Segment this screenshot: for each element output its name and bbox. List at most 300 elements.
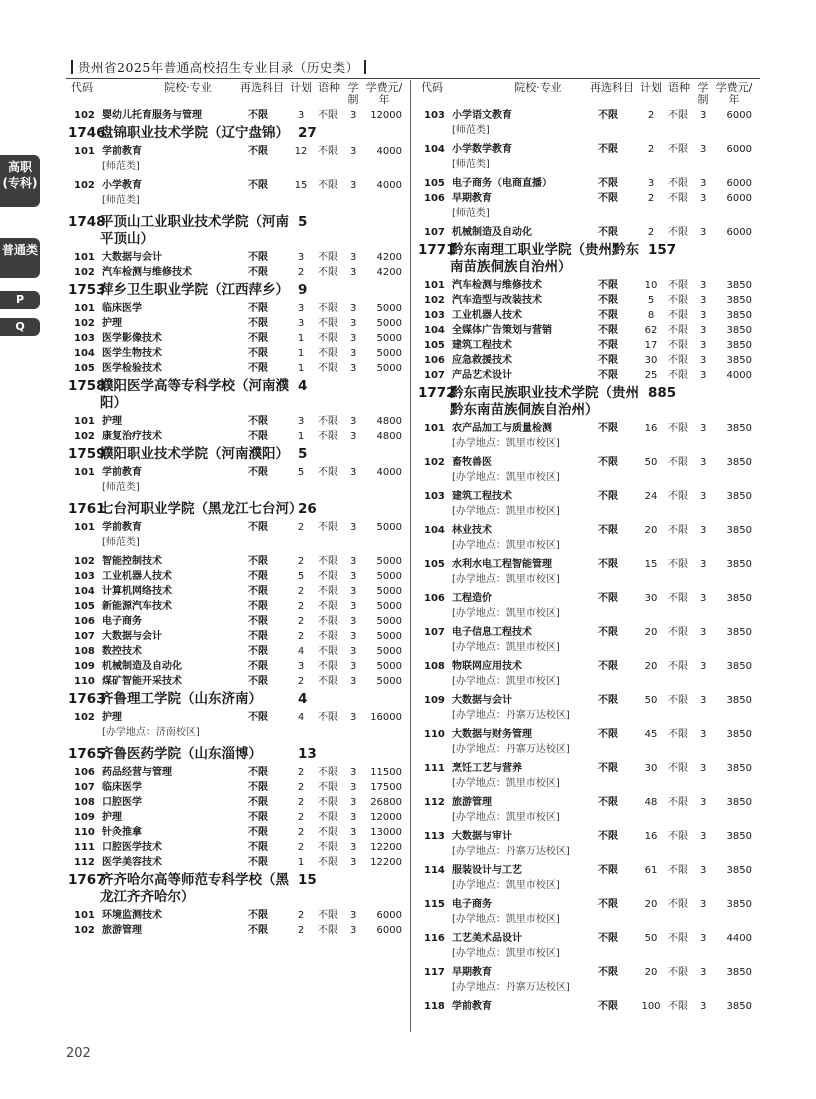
major-subj: 不限 [248,303,268,314]
major-yrs: 3 [350,303,357,314]
major-name: 计算机网络技术 [102,586,172,597]
major-subj: 不限 [248,782,268,793]
major-lang: 不限 [668,310,688,321]
major-subj: 不限 [248,842,268,853]
major-plan: 2 [297,676,305,687]
major-lang: 不限 [668,967,688,978]
major-yrs: 3 [350,431,357,442]
header-subj: 再选科目 [590,81,634,94]
right-column [418,80,752,1014]
major-row [418,353,752,368]
major-subj: 不限 [598,1001,618,1012]
major-lang: 不限 [318,661,338,672]
major-code: 101 [424,423,445,434]
major-name: 林业技术 [452,525,492,536]
major-lang: 不限 [318,857,338,868]
major-subj: 不限 [248,767,268,778]
major-name: 药品经营与管理 [102,767,172,778]
major-lang: 不限 [318,180,338,191]
major-fee: 4200 [376,267,402,278]
major-fee: 26800 [370,797,402,808]
major-plan: 20 [644,661,658,672]
major-plan: 2 [647,227,655,238]
major-fee: 12200 [370,842,402,853]
major-row [68,554,402,569]
major-name: 学前教育 [102,146,142,157]
major-code: 110 [74,827,95,838]
header-plan: 计划 [640,81,662,94]
major-row [418,293,752,308]
major-name: 针灸推拿 [102,827,142,838]
major-plan: 3 [297,318,305,329]
major-subj: 不限 [598,325,618,336]
major-row [418,308,752,323]
major-plan: 16 [644,423,658,434]
major-name: 畜牧兽医 [452,457,492,468]
major-row [68,810,402,825]
major-yrs: 3 [350,333,357,344]
major-plan: 17 [644,340,658,351]
major-note: [办学地点：凯里市校区] [452,914,560,925]
header-subj: 再选科目 [240,81,284,94]
major-subj: 不限 [598,340,618,351]
major-note: [办学地点：济南校区] [102,727,200,738]
major-subj: 不限 [248,556,268,567]
major-code: 101 [74,416,95,427]
major-subj: 不限 [248,631,268,642]
major-fee: 3850 [726,310,752,321]
major-code: 104 [74,348,95,359]
major-yrs: 3 [350,782,357,793]
major-fee: 3850 [726,729,752,740]
major-row [418,999,752,1014]
major-row [68,414,402,429]
major-name: 护理 [102,318,122,329]
major-subj: 不限 [248,110,268,121]
major-name: 建筑工程技术 [452,340,512,351]
major-fee: 3850 [726,763,752,774]
major-lang: 不限 [668,831,688,842]
major-fee: 5000 [376,571,402,582]
major-row [68,569,402,584]
school-code: 1761 [68,501,106,517]
major-subj: 不限 [598,193,618,204]
major-plan: 3 [297,110,305,121]
major-code: 108 [424,661,445,672]
major-fee: 6000 [726,178,752,189]
major-fee: 3850 [726,525,752,536]
major-lang: 不限 [318,631,338,642]
major-row [68,659,402,674]
major-yrs: 3 [700,797,707,808]
major-row [418,142,752,176]
major-fee: 5000 [376,631,402,642]
major-name: 电子商务（电商直播） [452,178,552,189]
major-subj: 不限 [248,318,268,329]
major-fee: 13000 [370,827,402,838]
school-name: 七台河职业学院（黑龙江七台河） [100,501,303,517]
major-plan: 20 [644,627,658,638]
major-yrs: 3 [700,525,707,536]
major-lang: 不限 [318,571,338,582]
major-code: 103 [424,491,445,502]
major-row [68,674,402,689]
major-yrs: 3 [350,146,357,157]
major-lang: 不限 [318,267,338,278]
major-fee: 4000 [726,370,752,381]
major-subj: 不限 [248,616,268,627]
major-yrs: 3 [350,522,357,533]
school-total: 27 [298,125,317,141]
major-code: 104 [424,144,445,155]
major-fee: 4800 [376,416,402,427]
major-fee: 6000 [726,227,752,238]
major-name: 智能控制技术 [102,556,162,567]
major-note: [办学地点：凯里市校区] [452,948,560,959]
school-name: 齐鲁理工学院（山东济南） [100,691,262,707]
major-yrs: 3 [700,491,707,502]
major-code: 109 [74,661,95,672]
major-name: 环境监测技术 [102,910,162,921]
major-yrs: 3 [350,586,357,597]
major-fee: 3850 [726,457,752,468]
major-yrs: 3 [350,467,357,478]
major-code: 101 [74,522,95,533]
major-yrs: 3 [700,280,707,291]
major-note: [办学地点：丹寨万达校区] [452,744,570,755]
major-subj: 不限 [598,967,618,978]
major-name: 大数据与会计 [452,695,512,706]
major-fee: 4400 [726,933,752,944]
major-row [68,614,402,629]
major-fee: 4000 [376,180,402,191]
major-code: 105 [74,601,95,612]
major-row [418,176,752,191]
major-fee: 3850 [726,1001,752,1012]
major-plan: 25 [644,370,658,381]
major-plan: 10 [644,280,658,291]
major-fee: 5000 [376,303,402,314]
major-row [418,795,752,829]
major-code: 105 [424,340,445,351]
major-fee: 6000 [726,144,752,155]
major-fee: 3850 [726,865,752,876]
major-subj: 不限 [598,423,618,434]
major-plan: 1 [297,431,305,442]
major-code: 102 [74,712,95,723]
major-plan: 2 [297,556,305,567]
major-name: 煤矿智能开采技术 [102,676,182,687]
header-name: 院校·专业 [164,81,212,94]
major-name: 电子信息工程技术 [452,627,532,638]
major-yrs: 3 [700,559,707,570]
major-fee: 3850 [726,559,752,570]
major-yrs: 3 [700,899,707,910]
school-name: 濮阳职业技术学院（河南濮阳） [100,446,289,462]
major-plan: 15 [644,559,658,570]
major-code: 101 [74,252,95,263]
major-yrs: 3 [350,267,357,278]
school-name: 濮阳医学高等专科学校（河南濮阳） [100,378,289,411]
major-lang: 不限 [318,616,338,627]
major-subj: 不限 [248,267,268,278]
major-note: [办学地点：凯里市校区] [452,676,560,687]
major-row [68,825,402,840]
major-plan: 2 [297,601,305,612]
major-yrs: 3 [700,627,707,638]
major-lang: 不限 [668,144,688,155]
major-lang: 不限 [668,695,688,706]
major-code: 102 [74,925,95,936]
major-lang: 不限 [318,586,338,597]
column-header [68,80,402,108]
school-row [68,870,402,908]
major-subj: 不限 [248,601,268,612]
major-code: 101 [74,303,95,314]
major-plan: 5 [297,571,305,582]
school-total: 4 [298,378,308,394]
header-yrs: 学制 [697,81,709,106]
major-fee: 3850 [726,491,752,502]
major-code: 107 [424,370,445,381]
major-fee: 12000 [370,812,402,823]
school-total: 5 [298,214,308,230]
major-yrs: 3 [700,763,707,774]
major-row [418,523,752,557]
major-row [418,897,752,931]
major-code: 102 [424,295,445,306]
major-row [68,108,402,123]
major-fee: 16000 [370,712,402,723]
major-subj: 不限 [598,933,618,944]
school-name: 黔东南理工职业学院（贵州黔东南苗族侗族自治州） [450,242,639,275]
major-name: 服装设计与工艺 [452,865,522,876]
school-row [68,212,402,250]
major-yrs: 3 [350,318,357,329]
school-code: 1746 [68,125,106,141]
major-subj: 不限 [598,729,618,740]
major-yrs: 3 [350,857,357,868]
major-code: 115 [424,899,445,910]
major-subj: 不限 [598,491,618,502]
major-yrs: 3 [700,144,707,155]
major-subj: 不限 [248,712,268,723]
major-note: [师范类] [102,482,140,493]
major-note: [师范类] [452,159,490,170]
major-lang: 不限 [668,865,688,876]
major-subj: 不限 [248,646,268,657]
major-yrs: 3 [700,729,707,740]
header-yrs: 学制 [347,81,359,106]
school-total: 157 [648,242,677,258]
major-yrs: 3 [350,348,357,359]
side-tab-putonglei: 普通类 [0,238,40,278]
major-row [418,727,752,761]
major-fee: 3850 [726,899,752,910]
major-lang: 不限 [318,827,338,838]
major-lang: 不限 [668,193,688,204]
major-code: 102 [74,180,95,191]
major-name: 烹饪工艺与营养 [452,763,522,774]
major-yrs: 3 [350,571,357,582]
major-subj: 不限 [248,363,268,374]
major-lang: 不限 [668,525,688,536]
major-fee: 3850 [726,797,752,808]
major-yrs: 3 [700,865,707,876]
major-plan: 61 [644,865,658,876]
major-fee: 12000 [370,110,402,121]
major-fee: 3850 [726,695,752,706]
major-yrs: 3 [700,967,707,978]
major-yrs: 3 [350,601,357,612]
major-name: 工业机器人技术 [102,571,172,582]
major-name: 数控技术 [102,646,142,657]
major-plan: 2 [297,827,305,838]
major-subj: 不限 [248,910,268,921]
major-name: 全媒体广告策划与营销 [452,325,552,336]
major-note: [办学地点：凯里市校区] [452,880,560,891]
major-row [68,629,402,644]
major-lang: 不限 [668,933,688,944]
major-code: 102 [74,110,95,121]
major-subj: 不限 [598,178,618,189]
major-plan: 1 [297,857,305,868]
major-fee: 6000 [726,110,752,121]
major-lang: 不限 [318,646,338,657]
major-row [418,278,752,293]
major-code: 102 [74,431,95,442]
major-lang: 不限 [318,252,338,263]
major-row [418,338,752,353]
major-subj: 不限 [598,797,618,808]
major-subj: 不限 [598,457,618,468]
major-plan: 2 [297,782,305,793]
major-name: 汽车造型与改装技术 [452,295,542,306]
major-subj: 不限 [248,333,268,344]
major-yrs: 3 [700,295,707,306]
major-name: 电子商务 [452,899,492,910]
major-name: 大数据与会计 [102,631,162,642]
major-name: 医学美容技术 [102,857,162,868]
school-row [68,123,402,144]
major-lang: 不限 [318,333,338,344]
major-row [68,644,402,659]
major-note: [办学地点：凯里市校区] [452,540,560,551]
major-note: [办学地点：丹寨万达校区] [452,846,570,857]
major-plan: 30 [644,763,658,774]
major-subj: 不限 [598,627,618,638]
major-fee: 5000 [376,676,402,687]
major-name: 机械制造及自动化 [452,227,532,238]
major-plan: 2 [297,631,305,642]
major-code: 102 [424,457,445,468]
major-note: [办学地点：凯里市校区] [452,438,560,449]
major-plan: 2 [297,842,305,853]
major-fee: 3850 [726,831,752,842]
major-lang: 不限 [318,348,338,359]
major-row [68,599,402,614]
major-lang: 不限 [668,280,688,291]
school-row [68,444,402,465]
major-lang: 不限 [318,767,338,778]
major-lang: 不限 [668,457,688,468]
major-fee: 3850 [726,627,752,638]
major-row [68,361,402,376]
major-row [68,265,402,280]
major-fee: 3850 [726,661,752,672]
major-yrs: 3 [350,646,357,657]
major-subj: 不限 [598,865,618,876]
major-name: 小学数学教育 [452,144,512,155]
major-row [68,923,402,938]
major-row [68,520,402,554]
major-subj: 不限 [598,110,618,121]
major-subj: 不限 [598,695,618,706]
major-row [68,178,402,212]
major-subj: 不限 [248,571,268,582]
left-column [68,80,402,938]
major-fee: 5000 [376,661,402,672]
major-row [68,465,402,499]
major-plan: 20 [644,899,658,910]
major-subj: 不限 [598,295,618,306]
major-code: 109 [424,695,445,706]
major-note: [师范类] [102,195,140,206]
school-name: 平顶山工业职业技术学院（河南平顶山） [100,214,289,247]
major-row [68,331,402,346]
major-lang: 不限 [318,522,338,533]
major-name: 电子商务 [102,616,142,627]
major-yrs: 3 [700,1001,707,1012]
major-yrs: 3 [350,180,357,191]
header-lang: 语种 [668,81,690,94]
school-code: 1763 [68,691,106,707]
major-plan: 48 [644,797,658,808]
major-code: 117 [424,967,445,978]
major-name: 工程造价 [452,593,492,604]
major-code: 103 [74,333,95,344]
major-subj: 不限 [248,676,268,687]
major-row [68,584,402,599]
major-note: [办学地点：凯里市校区] [452,642,560,653]
major-plan: 62 [644,325,658,336]
major-row [68,855,402,870]
major-yrs: 3 [350,556,357,567]
major-subj: 不限 [248,925,268,936]
major-plan: 2 [297,586,305,597]
major-code: 103 [424,110,445,121]
major-name: 机械制造及自动化 [102,661,182,672]
major-lang: 不限 [318,797,338,808]
header-plan: 计划 [290,81,312,94]
major-name: 旅游管理 [452,797,492,808]
major-yrs: 3 [350,676,357,687]
major-yrs: 3 [700,227,707,238]
major-note: [办学地点：凯里市校区] [452,472,560,483]
major-subj: 不限 [248,416,268,427]
major-subj: 不限 [248,661,268,672]
major-name: 汽车检测与维修技术 [452,280,542,291]
major-row [418,693,752,727]
school-row [418,240,752,278]
school-row [68,689,402,710]
major-yrs: 3 [700,355,707,366]
major-note: [办学地点：丹寨万达校区] [452,982,570,993]
major-row [68,710,402,744]
major-plan: 2 [297,267,305,278]
major-lang: 不限 [668,797,688,808]
header-code: 代码 [421,81,443,94]
